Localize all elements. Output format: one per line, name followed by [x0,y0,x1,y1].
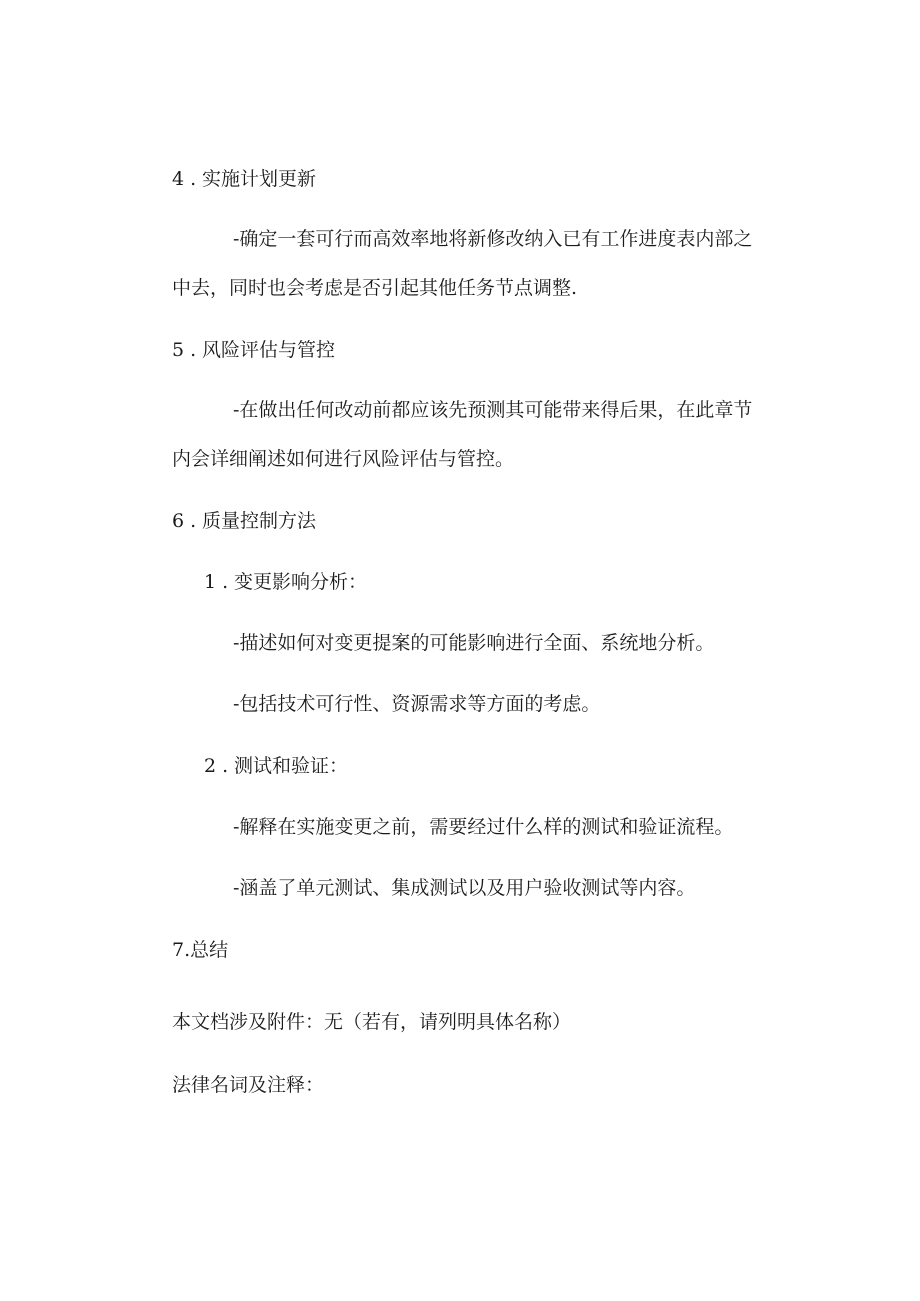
section-6-2-title: 测试和验证： [234,755,349,777]
section-6-title: 质量控制方法 [202,510,317,532]
section-6-1-bullet-2: -包括技术可行性、资源需求等方面的考虑。 [233,693,601,715]
section-4-heading [172,167,316,191]
section-6-2-bullet-2: -涵盖了单元测试、集成测试以及用户验收测试等内容。 [233,877,696,899]
section-7-heading: 7.总结 [172,939,229,961]
section-5-paragraph-line-1: -在做出任何改动前都应该先预测其可能带来得后果，在此章节 [233,399,753,421]
section-5-number: 5 . [172,339,197,361]
legal-terms-line: 法律名词及注释： [172,1074,325,1096]
section-6-1-heading [204,570,367,594]
attachments-line: 本文档涉及附件：无（若有，请列明具体名称） [172,1011,572,1033]
section-6-1-bullet-1: -描述如何对变更提案的可能影响进行全面、系统地分析。 [233,632,715,654]
section-6-2-bullet-1: -解释在实施变更之前，需要经过什么样的测试和验证流程。 [233,816,734,838]
section-4-title: 实施计划更新 [202,168,317,190]
section-5-heading [172,338,335,362]
section-6-heading [172,509,316,533]
section-5-paragraph-line-2: 内会详细阐述如何进行风险评估与管控。 [172,448,515,470]
section-6-1-number: 1 . [204,571,229,593]
section-4-number: 4 . [172,168,197,190]
section-6-1-title: 变更影响分析： [234,571,368,593]
section-4-paragraph-line-1: -确定一套可行而高效率地将新修改纳入已有工作进度表内部之 [233,228,753,250]
section-6-number: 6 . [172,510,197,532]
section-6-2-number: 2 . [204,755,229,777]
section-5-title: 风险评估与管控 [202,339,336,361]
section-4-paragraph-line-2: 中去，同时也会考虑是否引起其他任务节点调整. [172,277,578,299]
section-6-2-heading [204,754,348,778]
